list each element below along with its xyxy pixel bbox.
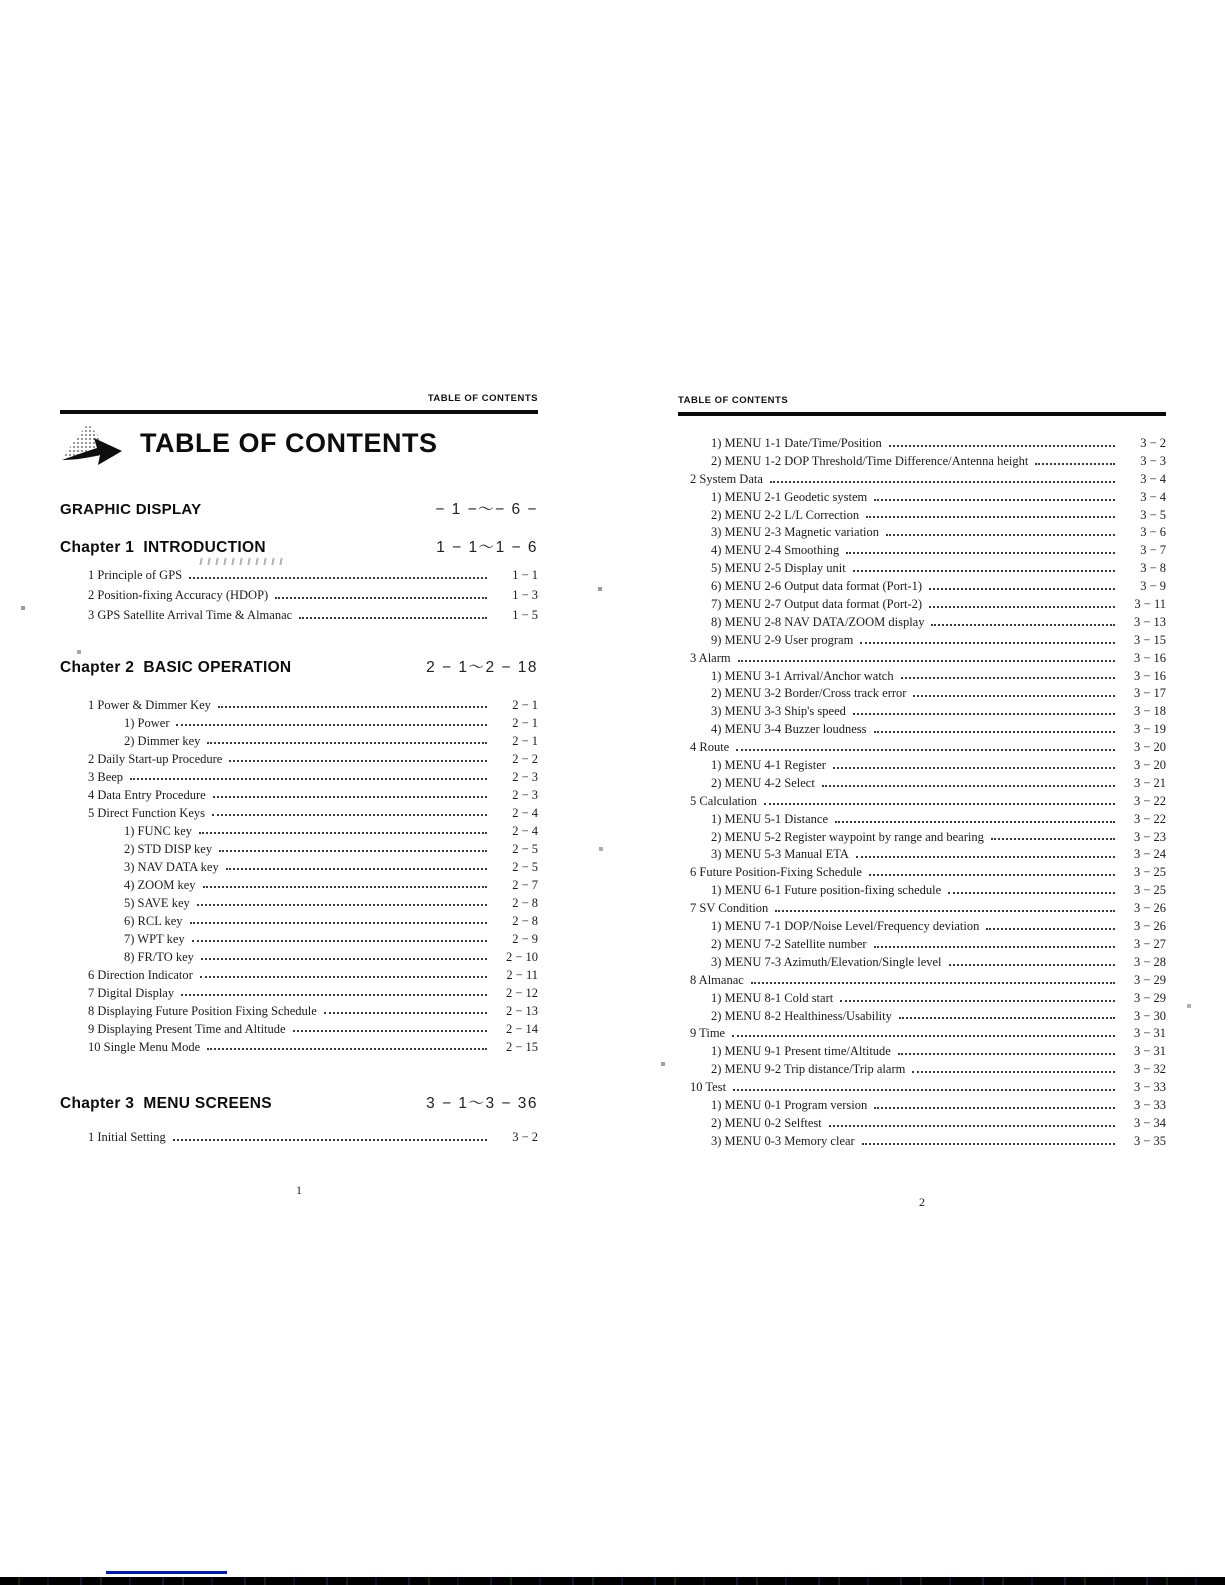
toc-entry (678, 1079, 1166, 1097)
toc-entry-page: 3 − 26 (1133, 919, 1166, 934)
toc-entry-page: 3 − 3 (1140, 453, 1166, 468)
toc-entry (678, 471, 1166, 489)
dot-leader (199, 832, 487, 834)
toc-entry (60, 858, 538, 876)
toc-entry-page: 3 − 33 (1133, 1080, 1166, 1095)
toc-entry-page: 2 − 1 (512, 716, 538, 730)
dot-leader (874, 1107, 1115, 1109)
toc-entry-page: 2 − 8 (512, 914, 538, 928)
toc-entry-label: 1) MENU 9-1 Present time/Altitude (711, 1044, 891, 1059)
toc-entry-label: 3 GPS Satellite Arrival Time & Almanac (88, 608, 293, 622)
dot-leader (874, 499, 1115, 501)
toc-entry (678, 846, 1166, 864)
toc-entry-label: 8) MENU 2-8 NAV DATA/ZOOM display (711, 614, 925, 629)
section-heading: GRAPHIC DISPLAY (60, 501, 202, 518)
toc-entry-label: 2) MENU 2-2 L/L Correction (711, 507, 860, 522)
toc-entry (678, 864, 1166, 882)
toc-entry-label: 6) MENU 2-6 Output data format (Port-1) (711, 579, 923, 594)
toc-entry-page: 3 − 15 (1133, 632, 1166, 647)
toc-entry-page: 2 − 15 (505, 1040, 538, 1054)
toc-list-chapter-2 (60, 696, 538, 1056)
toc-entry-page: 3 − 8 (1140, 561, 1166, 576)
dot-leader (840, 1000, 1115, 1002)
toc-entry-label: 6 Direction Indicator (88, 968, 193, 982)
toc-entry (60, 696, 538, 714)
toc-entry (678, 542, 1166, 560)
toc-entry-page: 3 − 25 (1133, 883, 1166, 898)
toc-entry-page: 3 − 4 (1140, 471, 1166, 486)
toc-entry-page: 3 − 9 (1140, 579, 1166, 594)
toc-entry-label: 3) MENU 0-3 Memory clear (711, 1133, 855, 1148)
dot-leader (874, 731, 1115, 733)
toc-entry-page: 3 − 22 (1133, 811, 1166, 826)
dot-leader (130, 778, 487, 780)
dot-leader (898, 1053, 1115, 1055)
toc-entry (60, 948, 538, 966)
toc-entry-page: 3 − 34 (1133, 1115, 1166, 1130)
toc-entry-page: 3 − 29 (1133, 972, 1166, 987)
dot-leader (219, 850, 487, 852)
toc-entry (678, 900, 1166, 918)
toc-entry (678, 632, 1166, 650)
toc-entry (60, 1002, 538, 1020)
toc-entry (678, 560, 1166, 578)
toc-entry (60, 876, 538, 894)
dot-leader (732, 1035, 1115, 1037)
toc-entry (60, 750, 538, 768)
toc-entry-page: 3 − 28 (1133, 954, 1166, 969)
dot-leader (200, 976, 487, 978)
toc-entry (678, 1097, 1166, 1115)
toc-entry (678, 596, 1166, 614)
toc-entry-page: 2 − 8 (512, 896, 538, 910)
toc-entry-page: 3 − 5 (1140, 507, 1166, 522)
toc-entry (678, 703, 1166, 721)
dot-leader (218, 706, 487, 708)
toc-entry-label: 3 Alarm (690, 650, 731, 665)
toc-entry (678, 972, 1166, 990)
dot-leader (866, 516, 1115, 518)
toc-entry (60, 768, 538, 786)
toc-entry (678, 1008, 1166, 1026)
section-heading: Chapter 3 MENU SCREENS (60, 1095, 272, 1112)
toc-entry-label: 10 Single Menu Mode (88, 1040, 201, 1054)
toc-entry-page: 3 − 30 (1133, 1008, 1166, 1023)
halftone-triangle-arrow-icon (60, 421, 124, 465)
toc-entry-label: 8) FR/TO key (124, 950, 194, 964)
toc-entry (60, 565, 538, 585)
toc-entry-label: 2) STD DISP key (124, 842, 213, 856)
toc-entry-label: 9) MENU 2-9 User program (711, 632, 854, 647)
blue-underline-artifact (106, 1571, 227, 1574)
toc-entry-label: 1 Power & Dimmer Key (88, 698, 211, 712)
dot-leader (929, 606, 1115, 608)
toc-entry (678, 936, 1166, 954)
toc-entry-label: 7 SV Condition (690, 901, 769, 916)
dot-leader (176, 724, 487, 726)
dot-leader (862, 1143, 1115, 1145)
toc-entry-label: 1) Power (124, 716, 170, 730)
toc-entry-label: 8 Displaying Future Position Fixing Schedule (88, 1004, 317, 1018)
toc-entry-page: 3 − 25 (1133, 865, 1166, 880)
header-rule-left (60, 410, 538, 414)
toc-entry (678, 507, 1166, 525)
toc-entry-label: 5) MENU 2-5 Display unit (711, 561, 846, 576)
title-row (60, 421, 437, 465)
dot-leader (853, 570, 1115, 572)
toc-entry-page: 2 − 9 (512, 932, 538, 946)
toc-entry-page: 3 − 22 (1133, 793, 1166, 808)
toc-entry-label: 2 System Data (690, 471, 763, 486)
section-heading: Chapter 1 INTRODUCTION (60, 539, 266, 556)
toc-list-chapter-1 (60, 565, 538, 625)
toc-entry (60, 984, 538, 1002)
toc-entry-page: 2 − 7 (512, 878, 538, 892)
toc-entry (678, 811, 1166, 829)
toc-entry (678, 990, 1166, 1008)
section-page-range: 1 − 1～1 − 6 (436, 539, 538, 556)
folio-page-number: 2 (919, 1195, 925, 1209)
toc-entry (60, 840, 538, 858)
dot-leader (197, 904, 487, 906)
dot-leader (901, 677, 1115, 679)
dot-leader (293, 1030, 487, 1032)
toc-entry-label: 5 Direct Function Keys (88, 806, 205, 820)
dot-leader (299, 617, 487, 619)
toc-entry (60, 585, 538, 605)
toc-entry-label: 1 Principle of GPS (88, 568, 183, 582)
toc-entry-page: 3 − 2 (512, 1130, 538, 1144)
toc-entry-label: 5) SAVE key (124, 896, 190, 910)
toc-entry (678, 489, 1166, 507)
toc-entry (60, 912, 538, 930)
toc-entry-label: 6 Future Position-Fixing Schedule (690, 865, 862, 880)
dot-leader (889, 445, 1115, 447)
toc-entry-label: 3) MENU 5-3 Manual ETA (711, 847, 849, 862)
toc-entry-page: 2 − 11 (506, 968, 538, 982)
toc-entry-page: 3 − 21 (1133, 775, 1166, 790)
toc-entry-page: 3 − 17 (1133, 686, 1166, 701)
toc-entry (60, 714, 538, 732)
toc-entry-label: 1) MENU 8-1 Cold start (711, 990, 834, 1005)
toc-entry-label: 1) MENU 3-1 Arrival/Anchor watch (711, 668, 894, 683)
toc-entry-label: 1) MENU 1-1 Date/Time/Position (711, 436, 882, 450)
toc-entry-page: 2 − 2 (512, 752, 538, 766)
toc-entry (60, 732, 538, 750)
toc-entry (678, 739, 1166, 757)
toc-entry-page: 3 − 32 (1133, 1062, 1166, 1077)
toc-entry-label: 2) MENU 0-2 Selftest (711, 1115, 822, 1130)
toc-entry (678, 668, 1166, 686)
toc-entry-page: 3 − 16 (1133, 650, 1166, 665)
toc-entry-label: 1) MENU 2-1 Geodetic system (711, 489, 868, 504)
dot-leader (201, 958, 487, 960)
toc-entry (678, 721, 1166, 739)
toc-entry-label: 10 Test (690, 1080, 727, 1095)
page-title: TABLE OF CONTENTS (140, 427, 438, 458)
toc-entry-label: 2 Position-fixing Accuracy (HDOP) (88, 588, 269, 602)
section-page-range: − 1 −～− 6 − (435, 501, 538, 518)
section-chapter-1 (60, 535, 538, 557)
running-header-right: TABLE OF CONTENTS (678, 395, 789, 406)
dot-leader (833, 767, 1115, 769)
toc-entry (60, 930, 538, 948)
toc-entry-page: 2 − 12 (505, 986, 538, 1000)
dot-leader (931, 624, 1115, 626)
toc-entry-page: 3 − 7 (1140, 543, 1166, 558)
toc-entry-label: 4) MENU 2-4 Smoothing (711, 543, 840, 558)
toc-entry-page: 2 − 3 (512, 770, 538, 784)
toc-entry-label: 2) Dimmer key (124, 734, 201, 748)
dot-leader (192, 940, 487, 942)
toc-entry (60, 1038, 538, 1056)
dot-leader (835, 821, 1115, 823)
toc-entry (678, 775, 1166, 793)
toc-entry-label: 2) MENU 7-2 Satellite number (711, 936, 867, 951)
toc-entry (678, 1133, 1166, 1151)
toc-entry-label: 1) FUNC key (124, 824, 193, 838)
dot-leader (899, 1017, 1115, 1019)
toc-entry-page: 3 − 31 (1133, 1044, 1166, 1059)
section-page-range: 2 − 1～2 − 18 (426, 659, 538, 676)
toc-entry (678, 578, 1166, 596)
dot-leader (738, 660, 1115, 662)
toc-entry-label: 1) MENU 6-1 Future position-fixing schedule (711, 883, 942, 898)
toc-entry-page: 2 − 5 (512, 842, 538, 856)
toc-entry-page: 3 − 18 (1133, 704, 1166, 719)
toc-entry-page: 2 − 14 (505, 1022, 538, 1036)
dot-leader (986, 928, 1115, 930)
dot-leader (751, 982, 1115, 984)
dot-leader (869, 874, 1115, 876)
dot-leader (212, 814, 487, 816)
toc-entry-page: 3 − 20 (1133, 758, 1166, 773)
toc-entry-page: 3 − 24 (1133, 847, 1166, 862)
toc-entry (60, 786, 538, 804)
toc-entry-label: 2) MENU 4-2 Select (711, 775, 815, 790)
toc-entry (678, 1043, 1166, 1061)
toc-entry-page: 3 − 6 (1140, 525, 1166, 540)
header-rule-right (678, 412, 1166, 416)
toc-entry-label: 3) NAV DATA key (124, 860, 219, 874)
toc-entry-page: 1 − 1 (512, 568, 538, 582)
toc-entry-page: 3 − 27 (1133, 936, 1166, 951)
toc-entry-page: 3 − 33 (1133, 1097, 1166, 1112)
toc-entry (678, 614, 1166, 632)
toc-entry-page: 2 − 3 (512, 788, 538, 802)
dot-leader (929, 588, 1115, 590)
dot-leader (181, 994, 487, 996)
toc-entry (60, 966, 538, 984)
toc-entry-page: 3 − 31 (1133, 1026, 1166, 1041)
toc-entry-label: 7) MENU 2-7 Output data format (Port-2) (711, 597, 923, 612)
dot-leader (1035, 463, 1115, 465)
dot-leader (860, 642, 1115, 644)
section-page-range: 3 − 1～3 − 36 (426, 1095, 538, 1112)
toc-entry-label: 1) MENU 0-1 Program version (711, 1097, 868, 1112)
toc-entry-label: 9 Time (690, 1026, 726, 1041)
toc-entry-page: 2 − 5 (512, 860, 538, 874)
toc-entry (678, 793, 1166, 811)
toc-entry-page: 2 − 4 (512, 806, 538, 820)
toc-entry (678, 650, 1166, 668)
section-graphic-display (60, 497, 538, 519)
section-heading: Chapter 2 BASIC OPERATION (60, 659, 292, 676)
dot-leader (874, 946, 1115, 948)
toc-entry-label: 7 Digital Display (88, 986, 175, 1000)
dot-leader (775, 910, 1115, 912)
toc-entry (678, 524, 1166, 542)
scan-smudge-artifact (199, 558, 285, 565)
toc-entry-label: 6) RCL key (124, 914, 183, 928)
toc-entry-label: 3) MENU 2-3 Magnetic variation (711, 525, 880, 540)
toc-entry-label: 2) MENU 9-2 Trip distance/Trip alarm (711, 1062, 906, 1077)
dot-leader (203, 886, 487, 888)
toc-entry-page: 1 − 3 (512, 588, 538, 602)
dot-leader (991, 838, 1115, 840)
toc-entry-label: 4) MENU 3-4 Buzzer loudness (711, 722, 867, 737)
dot-leader (949, 964, 1115, 966)
dot-leader (213, 796, 487, 798)
running-header-left: TABLE OF CONTENTS (427, 393, 538, 404)
dot-leader (764, 803, 1115, 805)
toc-entry-page: 2 − 4 (512, 824, 538, 838)
section-chapter-2 (60, 655, 538, 677)
scan-edge-noise-strip (0, 1577, 1225, 1585)
toc-entry (678, 918, 1166, 936)
dot-leader (324, 1012, 487, 1014)
toc-entry-label: 1 Initial Setting (88, 1130, 166, 1144)
toc-entry-page: 2 − 1 (512, 734, 538, 748)
dot-leader (190, 922, 487, 924)
dot-leader (948, 892, 1115, 894)
toc-entry (60, 1127, 538, 1147)
toc-entry-label: 2) MENU 8-2 Healthiness/Usability (711, 1008, 892, 1023)
toc-entry-page: 3 − 23 (1133, 829, 1166, 844)
toc-entry-page: 3 − 13 (1133, 614, 1166, 629)
toc-entry-label: 2 Daily Start-up Procedure (88, 752, 223, 766)
dot-leader (853, 713, 1115, 715)
dot-leader (733, 1089, 1115, 1091)
toc-entry (678, 1115, 1166, 1133)
dot-leader (207, 1048, 487, 1050)
toc-entry (678, 1061, 1166, 1079)
toc-entry (678, 453, 1166, 471)
dot-leader (275, 597, 487, 599)
toc-entry-page: 3 − 26 (1133, 901, 1166, 916)
toc-entry-page: 3 − 35 (1133, 1133, 1166, 1148)
toc-entry-label: 8 Almanac (690, 972, 744, 987)
toc-entry-label: 2) MENU 1-2 DOP Threshold/Time Difference/Antenna height (711, 453, 1029, 468)
toc-list-chapter-3 (60, 1127, 538, 1147)
folio-page-number: 1 (296, 1183, 302, 1197)
toc-entry-page: 2 − 1 (512, 698, 538, 712)
toc-entry-label: 2) MENU 3-2 Border/Cross track error (711, 686, 907, 701)
scan-speck-artifacts (0, 0, 2, 2)
toc-entry (60, 605, 538, 625)
section-chapter-3 (60, 1091, 538, 1113)
toc-entry (678, 1025, 1166, 1043)
toc-entry (60, 822, 538, 840)
toc-entry-page: 2 − 13 (505, 1004, 538, 1018)
toc-entry-page: 3 − 2 (1140, 436, 1166, 450)
toc-entry-page: 3 − 11 (1134, 597, 1166, 612)
dot-leader (229, 760, 487, 762)
toc-entry-label: 4 Data Entry Procedure (88, 788, 206, 802)
dot-leader (207, 742, 487, 744)
toc-entry-page: 1 − 5 (512, 608, 538, 622)
toc-entry-label: 3) MENU 3-3 Ship's speed (711, 704, 846, 719)
dot-leader (856, 856, 1115, 858)
toc-entry (678, 435, 1166, 453)
dot-leader (173, 1139, 487, 1141)
toc-entry-page: 3 − 16 (1133, 668, 1166, 683)
dot-leader (846, 552, 1115, 554)
dot-leader (822, 785, 1115, 787)
toc-list-chapter-3-continued (678, 435, 1166, 1151)
toc-entry (678, 882, 1166, 900)
toc-entry-label: 3) MENU 7-3 Azimuth/Elevation/Single level (711, 954, 942, 969)
toc-entry-page: 2 − 10 (505, 950, 538, 964)
dot-leader (770, 481, 1115, 483)
toc-entry-label: 9 Displaying Present Time and Altitude (88, 1022, 286, 1036)
toc-entry-label: 3 Beep (88, 770, 124, 784)
toc-entry-label: 1) MENU 4-1 Register (711, 758, 826, 773)
dot-leader (829, 1125, 1115, 1127)
toc-entry-label: 2) MENU 5-2 Register waypoint by range and bearing (711, 829, 984, 844)
dot-leader (912, 1071, 1115, 1073)
toc-entry-page: 3 − 19 (1133, 722, 1166, 737)
toc-entry (678, 685, 1166, 703)
toc-entry-page: 3 − 29 (1133, 990, 1166, 1005)
dot-leader (913, 695, 1115, 697)
dot-leader (886, 534, 1115, 536)
toc-entry-label: 1) MENU 7-1 DOP/Noise Level/Frequency deviation (711, 919, 980, 934)
toc-entry (678, 954, 1166, 972)
dot-leader (226, 868, 487, 870)
toc-entry-label: 7) WPT key (124, 932, 185, 946)
toc-entry (60, 804, 538, 822)
dot-leader (736, 749, 1115, 751)
toc-entry (678, 757, 1166, 775)
toc-entry-page: 3 − 4 (1140, 489, 1166, 504)
toc-entry-page: 3 − 20 (1133, 740, 1166, 755)
toc-entry (60, 1020, 538, 1038)
toc-entry (60, 894, 538, 912)
dot-leader (189, 577, 487, 579)
toc-entry (678, 829, 1166, 847)
toc-entry-label: 5 Calculation (690, 793, 757, 808)
toc-entry-label: 4) ZOOM key (124, 878, 196, 892)
toc-entry-label: 1) MENU 5-1 Distance (711, 811, 828, 826)
toc-entry-label: 4 Route (690, 740, 730, 755)
